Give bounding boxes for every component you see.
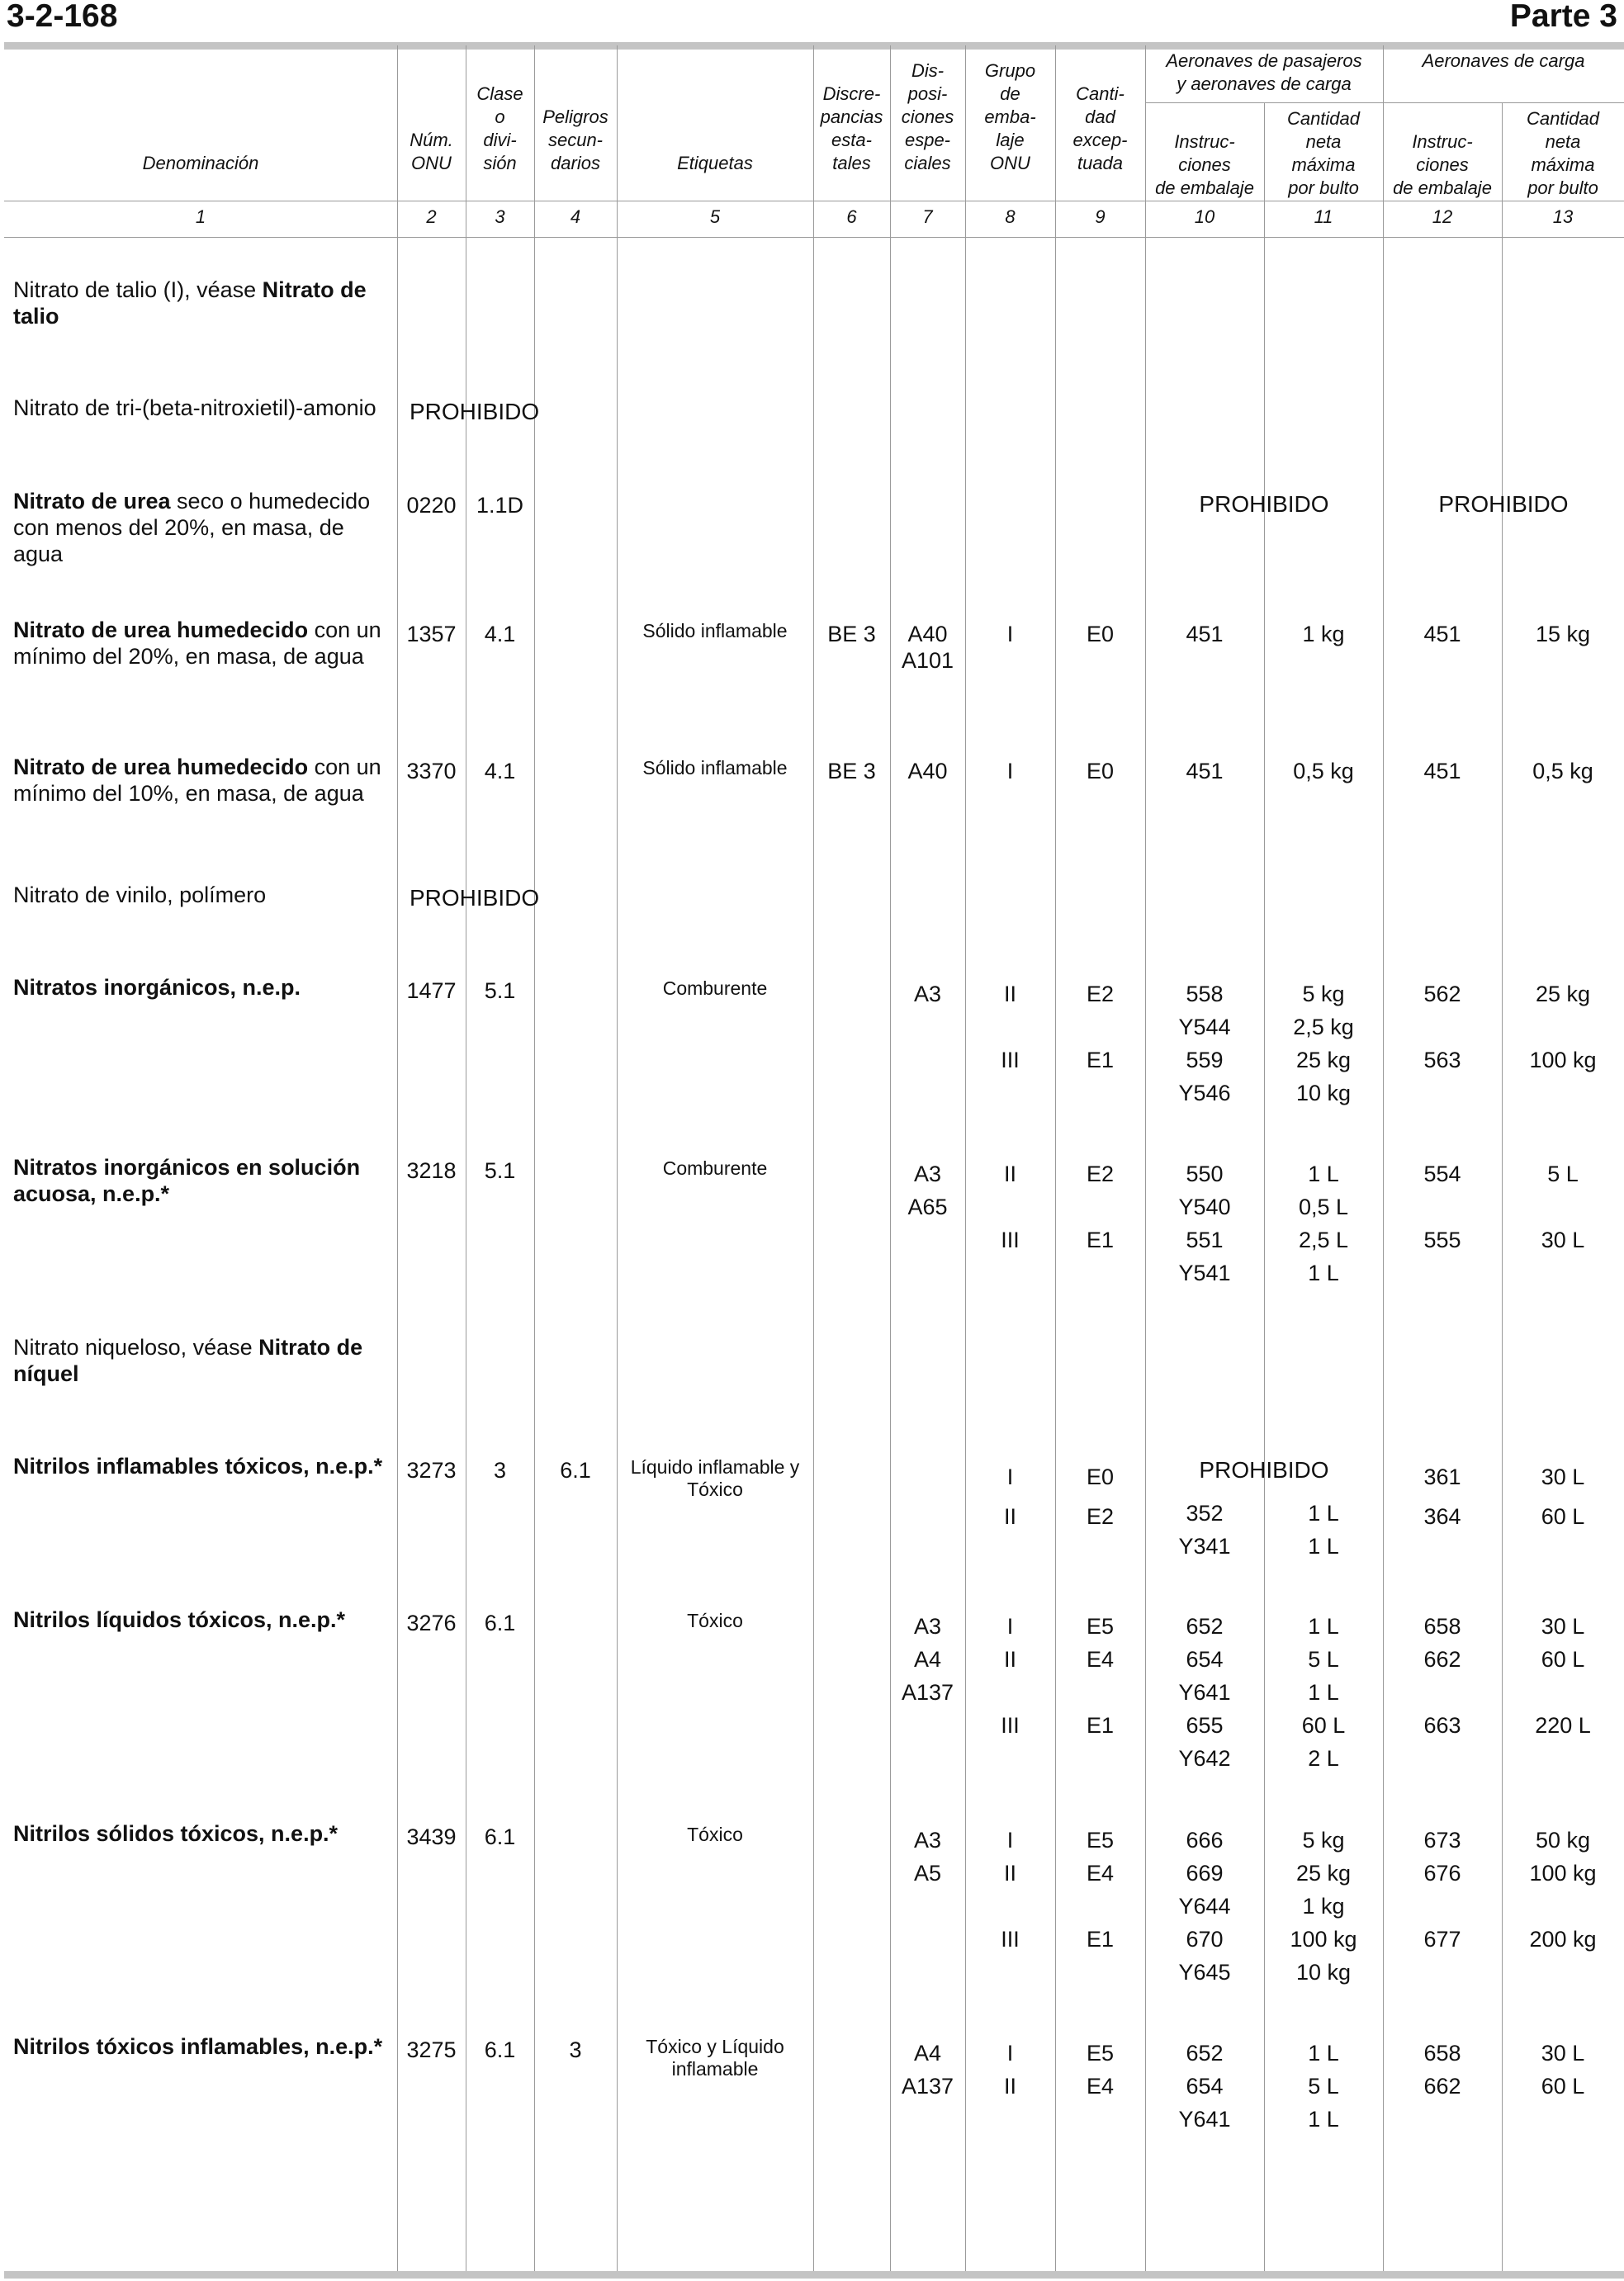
- header-cantidad-pax: Cantidad neta máxima por bulto: [1286, 108, 1361, 198]
- header-pasajeros-group: Aeronaves de pasajeros y aeronaves de carga: [1166, 50, 1362, 94]
- row-3-eq: E0: [1086, 622, 1115, 646]
- row-2-un: 0220: [406, 493, 457, 518]
- row-9-subsidiary: 6.1: [560, 1458, 591, 1483]
- row-7-cargo-pi: 554 555: [1423, 1162, 1461, 1252]
- col-number: 11: [1314, 206, 1333, 227]
- row-7-un: 3218: [406, 1158, 457, 1183]
- row-9-cargo-pi: 361 364: [1423, 1465, 1461, 1529]
- col-number: 10: [1194, 206, 1215, 227]
- row-9-pax-qty: 1 L 1 L: [1308, 1501, 1339, 1559]
- row-9-pax-pi: 352 Y341: [1178, 1501, 1231, 1559]
- row-10-pax-pi: 652 654 Y641 655 Y642: [1178, 1614, 1231, 1771]
- row-11-cargo-pi: 673 676 677: [1423, 1828, 1461, 1952]
- row-6-cargo-pi: 562 563: [1423, 982, 1461, 1072]
- row-10-name: Nitrilos líquidos tóxicos, n.e.p.*: [13, 1607, 346, 1632]
- header-etiquetas: Etiquetas: [677, 153, 753, 173]
- row-4-class: 4.1: [484, 759, 516, 783]
- row-6-special: A3: [913, 982, 942, 1006]
- row-4-cargo-pi: 451: [1423, 759, 1461, 783]
- header-instrucciones-pax: Instruc- ciones de embalaje: [1155, 131, 1254, 198]
- col-number: 7: [922, 206, 933, 227]
- row-6-pax-pi: 558 Y544 559 Y546: [1178, 982, 1231, 1105]
- header-divider: [1145, 102, 1624, 103]
- header-disposiciones: Dis- posi- ciones espe- ciales: [901, 60, 954, 173]
- row-7-name: Nitratos inorgánicos en solución acuosa, n.e.p.*: [13, 1155, 361, 1206]
- row-11-cargo-qty: 50 kg 100 kg 200 kg: [1529, 1828, 1597, 1952]
- row-11-special: A3 A5: [913, 1828, 942, 1886]
- row-4-cargo-qty: 0,5 kg: [1532, 759, 1593, 783]
- row-12-subsidiary: 3: [569, 2037, 582, 2062]
- row-9-label: Líquido inflamable y Tóxico: [630, 1456, 800, 1500]
- row-10-special: A3 A4 A137: [901, 1614, 954, 1705]
- row-12-pg: I II: [1003, 2041, 1016, 2099]
- row-6-label: Comburente: [662, 977, 768, 999]
- row-5-forbidden: PROHIBIDO: [410, 885, 540, 911]
- row-9-name: Nitrilos inflamables tóxicos, n.e.p.*: [13, 1454, 383, 1479]
- top-rule: [4, 42, 1624, 50]
- row-2-name: Nitrato de urea seco o humedecido con menos del 20%, en masa, de agua: [13, 489, 371, 566]
- col-number: 9: [1095, 206, 1106, 227]
- row-4-label: Sólido inflamable: [642, 757, 788, 778]
- col-number: 2: [426, 206, 437, 227]
- row-3-class: 4.1: [484, 622, 516, 646]
- row-3-discrepancy: BE 3: [827, 622, 876, 646]
- col-number: 6: [846, 206, 857, 227]
- row-5-name: Nitrato de vinilo, polímero: [13, 883, 267, 907]
- row-3-pax-pi: 451: [1186, 622, 1224, 646]
- row-1-forbidden: PROHIBIDO: [410, 399, 540, 424]
- col-number: 4: [570, 206, 581, 227]
- row-12-pax-pi: 652 654 Y641: [1178, 2041, 1231, 2132]
- row-0-name: Nitrato de talio (I), véase Nitrato de talio: [13, 277, 367, 329]
- header-num-onu: Núm. ONU: [410, 130, 453, 173]
- row-3-pg: I: [1006, 622, 1014, 646]
- row-2-cargo-forbidden: PROHIBIDO: [1438, 491, 1569, 517]
- row-12-un: 3275: [406, 2037, 457, 2062]
- row-6-pg: II III: [1001, 982, 1020, 1072]
- row-4-name: Nitrato de urea humedecido con un mínimo del 10%, en masa, de agua: [13, 755, 381, 806]
- row-7-label: Comburente: [662, 1157, 768, 1179]
- row-4-special: A40: [907, 759, 948, 783]
- row-12-cargo-pi: 658 662: [1423, 2041, 1461, 2099]
- row-7-pax-qty: 1 L 0,5 L 2,5 L 1 L: [1298, 1162, 1349, 1285]
- col-divider: [534, 45, 535, 2274]
- header-discrepancias: Discre- pancias esta- tales: [820, 83, 883, 173]
- row-12-cargo-qty: 30 L 60 L: [1541, 2041, 1585, 2099]
- row-11-name: Nitrilos sólidos tóxicos, n.e.p.*: [13, 1821, 339, 1846]
- row-6-name: Nitratos inorgánicos, n.e.p.: [13, 975, 301, 1000]
- row-11-pg: I II III: [1001, 1828, 1020, 1952]
- row-4-discrepancy: BE 3: [827, 759, 876, 783]
- row-10-class: 6.1: [484, 1611, 516, 1635]
- row-12-pax-qty: 1 L 5 L 1 L: [1308, 2041, 1339, 2132]
- col-number: 3: [495, 206, 505, 227]
- row-3-special: A40 A101: [901, 622, 954, 673]
- header-divider: [4, 237, 1624, 238]
- row-10-label: Tóxico: [687, 1610, 743, 1631]
- row-10-cargo-pi: 658 662 663: [1423, 1614, 1461, 1738]
- row-9-pg: I II: [1003, 1465, 1016, 1529]
- row-9-pax-forbidden: PROHIBIDO: [1199, 1457, 1329, 1483]
- row-12-class: 6.1: [484, 2037, 516, 2062]
- row-1-name: Nitrato de tri-(beta-nitroxietil)-amonio: [13, 395, 376, 420]
- part-title: Parte 3: [1509, 0, 1617, 34]
- header-cantidad-exceptuada: Canti- dad excep- tuada: [1072, 83, 1128, 173]
- row-3-pax-qty: 1 kg: [1302, 622, 1345, 646]
- row-10-eq: E5 E4 E1: [1086, 1614, 1115, 1738]
- row-12-eq: E5 E4: [1086, 2041, 1115, 2099]
- header-grupo: Grupo de emba- laje ONU: [984, 60, 1036, 173]
- row-4-pax-qty: 0,5 kg: [1293, 759, 1354, 783]
- row-7-pg: II III: [1001, 1162, 1020, 1252]
- col-number: 5: [709, 206, 721, 227]
- row-4-eq: E0: [1086, 759, 1115, 783]
- header-instrucciones-cargo: Instruc- ciones de embalaje: [1393, 131, 1492, 198]
- row-9-cargo-qty: 30 L 60 L: [1541, 1465, 1585, 1529]
- row-11-class: 6.1: [484, 1824, 516, 1849]
- row-7-cargo-qty: 5 L 30 L: [1541, 1162, 1585, 1252]
- row-3-cargo-qty: 15 kg: [1535, 622, 1591, 646]
- row-6-eq: E2 E1: [1086, 982, 1115, 1072]
- row-3-label: Sólido inflamable: [642, 620, 788, 641]
- row-3-cargo-pi: 451: [1423, 622, 1461, 646]
- row-12-special: A4 A137: [901, 2041, 954, 2099]
- header-denominacion: Denominación: [142, 153, 259, 173]
- row-8-name: Nitrato niqueloso, véase Nitrato de níquel: [13, 1335, 363, 1386]
- row-4-pax-pi: 451: [1186, 759, 1224, 783]
- row-2-class: 1.1D: [476, 493, 524, 518]
- row-11-eq: E5 E4 E1: [1086, 1828, 1115, 1952]
- row-6-cargo-qty: 25 kg 100 kg: [1529, 982, 1597, 1072]
- row-9-eq: E0 E2: [1086, 1465, 1115, 1529]
- row-10-cargo-qty: 30 L 60 L 220 L: [1535, 1614, 1591, 1738]
- col-number: 12: [1432, 206, 1453, 227]
- row-4-pg: I: [1006, 759, 1014, 783]
- row-10-un: 3276: [406, 1611, 457, 1635]
- row-12-label: Tóxico y Líquido inflamable: [646, 2036, 784, 2080]
- row-11-pax-pi: 666 669 Y644 670 Y645: [1178, 1828, 1231, 1985]
- row-6-un: 1477: [406, 978, 457, 1003]
- page-number: 3-2-168: [7, 0, 118, 34]
- header-carga-group: Aeronaves de carga: [1422, 50, 1585, 71]
- row-11-pax-qty: 5 kg 25 kg 1 kg 100 kg 10 kg: [1290, 1828, 1357, 1985]
- row-2-pax-forbidden: PROHIBIDO: [1199, 491, 1329, 517]
- col-number: 13: [1552, 206, 1574, 227]
- col-number: 1: [195, 206, 206, 227]
- row-10-pg: I II III: [1001, 1614, 1020, 1738]
- row-6-pax-qty: 5 kg 2,5 kg 25 kg 10 kg: [1293, 982, 1354, 1105]
- row-7-eq: E2 E1: [1086, 1162, 1115, 1252]
- row-3-name: Nitrato de urea humedecido con un mínimo del 20%, en masa, de agua: [13, 618, 381, 669]
- col-divider: [813, 45, 814, 2274]
- row-10-pax-qty: 1 L 5 L 1 L 60 L 2 L: [1301, 1614, 1346, 1771]
- header-peligros: Peligros secun- darios: [542, 106, 608, 173]
- row-11-un: 3439: [406, 1824, 457, 1849]
- header-cantidad-cargo: Cantidad neta máxima por bulto: [1526, 108, 1600, 198]
- row-7-class: 5.1: [484, 1158, 516, 1183]
- row-7-special: A3 A65: [907, 1162, 948, 1219]
- row-9-un: 3273: [406, 1458, 457, 1483]
- row-11-label: Tóxico: [687, 1824, 743, 1845]
- row-7-pax-pi: 550 Y540 551 Y541: [1178, 1162, 1231, 1285]
- bottom-rule: [4, 2271, 1624, 2279]
- row-4-un: 3370: [406, 759, 457, 783]
- col-number: 8: [1005, 206, 1016, 227]
- row-3-un: 1357: [406, 622, 457, 646]
- row-6-class: 5.1: [484, 978, 516, 1003]
- header-clase: Clase o divi- sión: [476, 83, 523, 173]
- row-9-class: 3: [493, 1458, 507, 1483]
- row-12-name: Nitrilos tóxicos inflamables, n.e.p.*: [13, 2034, 383, 2059]
